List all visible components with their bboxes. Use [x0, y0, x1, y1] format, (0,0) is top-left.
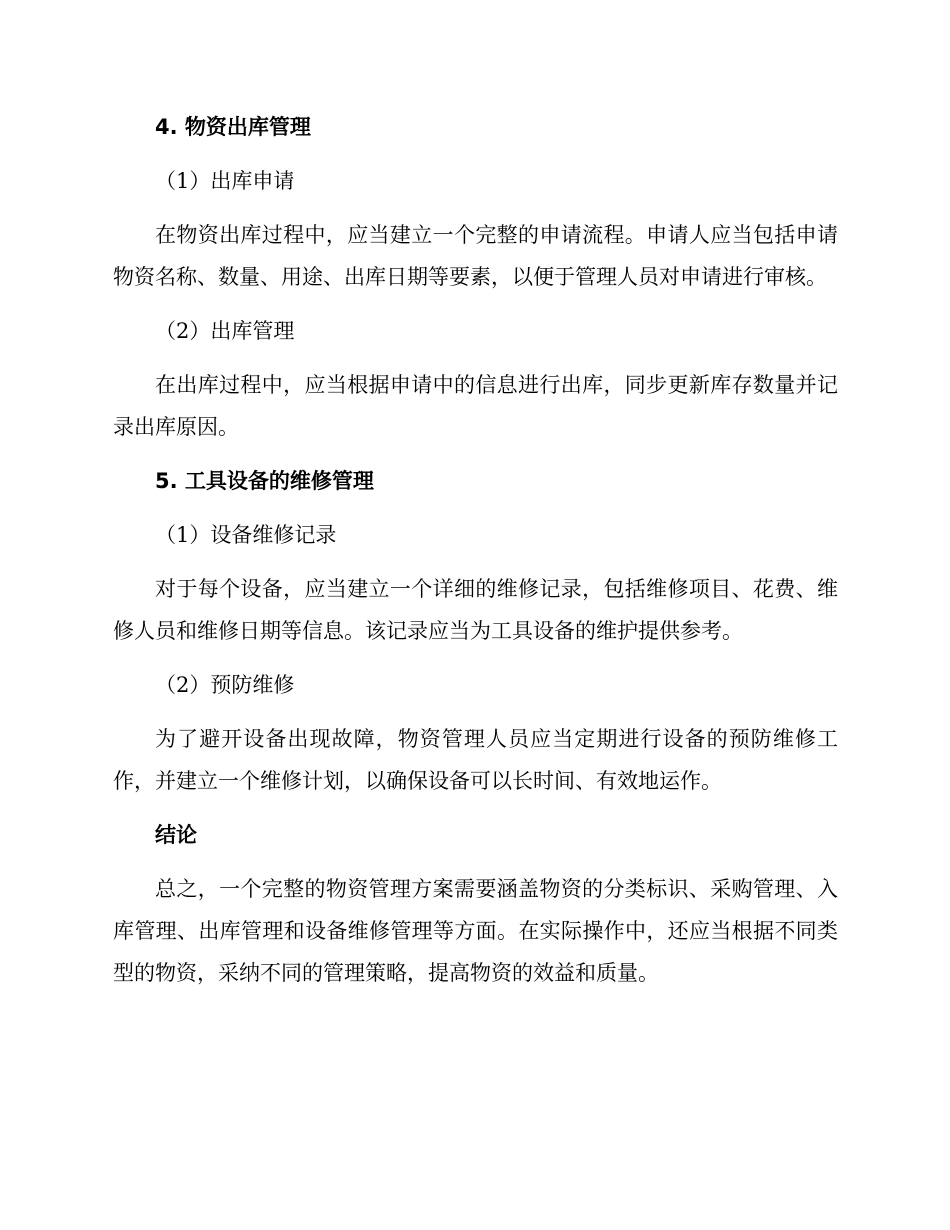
- subsection-title-outbound-management: （2）出库管理: [155, 319, 295, 343]
- document-body: [113, 106, 838, 1006]
- paragraph-outbound-management: 在出库过程中，应当根据申请中的信息进行出库，同步更新库存数量并记录出库原因。: [113, 373, 838, 439]
- section-heading-outbound: 4. 物资出库管理: [155, 115, 311, 139]
- subsection-title-outbound-request: （1）出库申请: [155, 169, 295, 193]
- section-heading-conclusion: 结论: [155, 823, 197, 847]
- subsection-title-preventive-maintenance: （2）预防维修: [155, 673, 295, 697]
- subsection-title-maintenance-record: （1）设备维修记录: [155, 523, 337, 547]
- paragraph-conclusion: 总之，一个完整的物资管理方案需要涵盖物资的分类标识、采购管理、入库管理、出库管理和设备维修管理等方面。在实际操作中，还应当根据不同类型的物资，采纳不同的管理策略，提高物资的效益和质量。: [113, 877, 838, 985]
- section-heading-maintenance: 5. 工具设备的维修管理: [155, 469, 374, 493]
- paragraph-preventive-maintenance: 为了避开设备出现故障，物资管理人员应当定期进行设备的预防维修工作，并建立一个维修计划，以确保设备可以长时间、有效地运作。: [113, 727, 838, 793]
- paragraph-maintenance-record: 对于每个设备，应当建立一个详细的维修记录，包括维修项目、花费、维修人员和维修日期等信息。该记录应当为工具设备的维护提供参考。: [113, 577, 838, 643]
- paragraph-outbound-request: 在物资出库过程中，应当建立一个完整的申请流程。申请人应当包括申请物资名称、数量、用途、出库日期等要素，以便于管理人员对申请进行审核。: [113, 223, 838, 289]
